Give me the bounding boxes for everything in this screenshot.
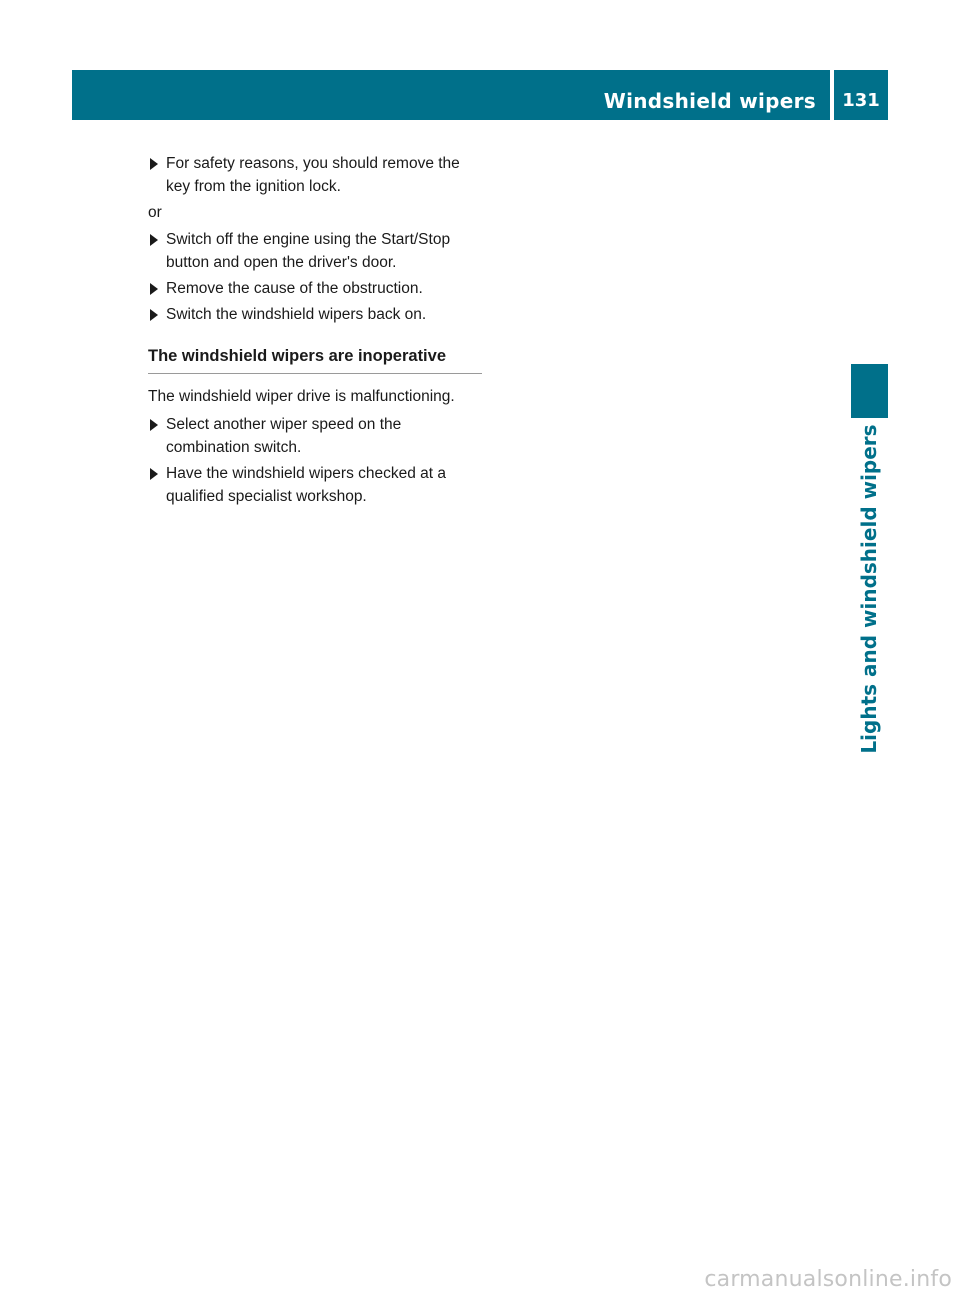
triangle-arrow-icon xyxy=(150,309,158,321)
instruction-step xyxy=(148,303,482,326)
main-content xyxy=(148,152,482,511)
section-heading: The windshield wipers are inoperative xyxy=(148,345,482,374)
instruction-step xyxy=(148,277,482,300)
instruction-step xyxy=(148,152,482,198)
triangle-arrow-icon xyxy=(150,419,158,431)
step-text: Have the windshield wipers checked at a qualified specialist workshop. xyxy=(166,465,447,505)
instruction-step xyxy=(148,228,482,274)
or-separator: or xyxy=(148,204,162,221)
triangle-arrow-icon xyxy=(150,283,158,295)
step-text: Switch the windshield wipers back on. xyxy=(166,306,427,323)
chapter-label: Lights and windshield wipers xyxy=(857,424,881,754)
triangle-arrow-icon xyxy=(150,468,158,480)
section-title: Windshield wipers xyxy=(603,89,816,113)
step-text: Select another wiper speed on the combination switch. xyxy=(166,416,402,456)
triangle-arrow-icon xyxy=(150,234,158,246)
body-paragraph: The windshield wiper drive is malfunctioning. xyxy=(148,388,455,405)
chapter-tab-marker xyxy=(851,364,888,418)
page-number: 131 xyxy=(842,90,880,111)
page-header xyxy=(72,70,888,120)
instruction-step xyxy=(148,462,482,508)
step-text: Switch off the engine using the Start/Stop button and open the driver's door. xyxy=(166,231,451,271)
step-text: For safety reasons, you should remove the key from the ignition lock. xyxy=(166,155,460,195)
watermark-text: carmanualsonline.info xyxy=(704,1267,952,1292)
triangle-arrow-icon xyxy=(150,158,158,170)
instruction-step xyxy=(148,413,482,459)
step-text: Remove the cause of the obstruction. xyxy=(166,280,423,297)
